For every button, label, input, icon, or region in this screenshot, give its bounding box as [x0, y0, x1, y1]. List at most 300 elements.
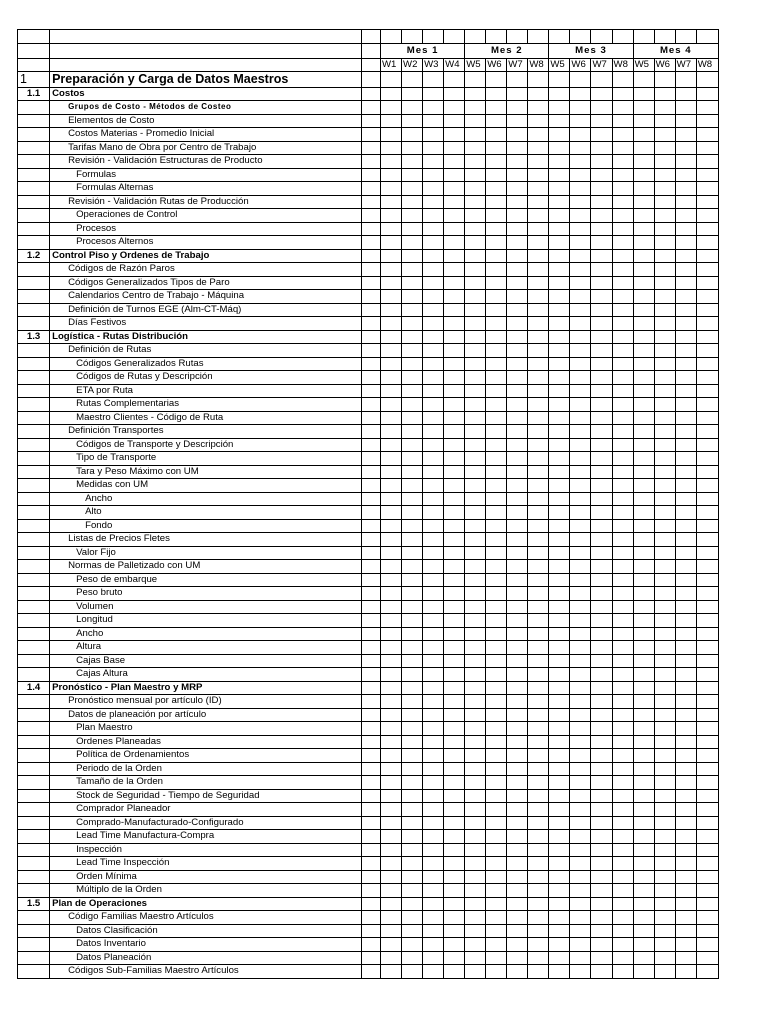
week-cell	[675, 141, 696, 155]
week-cell	[423, 627, 444, 641]
week-cell	[486, 492, 507, 506]
week-cell	[633, 465, 654, 479]
week-cell	[402, 425, 423, 439]
week-cell	[612, 897, 633, 911]
week-cell	[633, 654, 654, 668]
activity-row	[18, 762, 719, 776]
week-cell	[612, 87, 633, 101]
week-cell	[486, 803, 507, 817]
week-cell	[696, 71, 718, 87]
week-cell	[549, 965, 570, 979]
section-number	[18, 749, 50, 763]
activity-label: Plan Maestro	[50, 722, 362, 736]
week-cell	[675, 303, 696, 317]
week-cell	[444, 776, 465, 790]
week-cell	[654, 897, 675, 911]
week-cell	[507, 951, 528, 965]
week-cell	[423, 114, 444, 128]
week-cell	[633, 870, 654, 884]
week-cell	[423, 371, 444, 385]
week-cell	[549, 587, 570, 601]
week-cell	[633, 587, 654, 601]
week-cell	[591, 708, 612, 722]
week-cell	[591, 924, 612, 938]
week-cell	[465, 641, 486, 655]
week-cell	[528, 411, 549, 425]
week-cell	[675, 209, 696, 223]
week-cell	[549, 479, 570, 493]
week-cell	[444, 884, 465, 898]
week-cell	[402, 222, 423, 236]
spacer-cell	[361, 573, 380, 587]
activity-row	[18, 546, 719, 560]
week-cell	[633, 87, 654, 101]
week-cell	[570, 141, 591, 155]
week-cell	[507, 492, 528, 506]
week-cell	[696, 195, 718, 209]
activity-row	[18, 924, 719, 938]
week-cell	[423, 236, 444, 250]
week-cell	[444, 492, 465, 506]
week-cell	[528, 71, 549, 87]
week-cell	[570, 681, 591, 695]
week-cell	[591, 411, 612, 425]
week-cell	[633, 317, 654, 331]
week-cell	[423, 843, 444, 857]
week-cell	[612, 276, 633, 290]
week-cell	[549, 911, 570, 925]
week-cell	[591, 249, 612, 263]
week-cell	[591, 330, 612, 344]
week-cell	[549, 951, 570, 965]
week-cell	[444, 722, 465, 736]
week-cell	[654, 911, 675, 925]
week-cell	[381, 789, 402, 803]
week-cell	[381, 411, 402, 425]
week-cell	[528, 762, 549, 776]
week-cell	[633, 330, 654, 344]
week-cell	[549, 776, 570, 790]
section-number	[18, 492, 50, 506]
week-cell	[402, 803, 423, 817]
week-cell	[570, 155, 591, 169]
week-cell	[633, 884, 654, 898]
week-cell	[633, 71, 654, 87]
section-number	[18, 816, 50, 830]
spacer-cell	[361, 519, 380, 533]
week-cell	[381, 924, 402, 938]
week-cell	[423, 897, 444, 911]
activity-row	[18, 587, 719, 601]
activity-label: Normas de Palletizado con UM	[50, 560, 362, 574]
week-cell	[591, 371, 612, 385]
week-cell	[507, 911, 528, 925]
week-cell	[381, 236, 402, 250]
section-number	[18, 884, 50, 898]
week-cell	[465, 114, 486, 128]
week-cell	[444, 654, 465, 668]
week-cell	[381, 776, 402, 790]
week-cell	[444, 762, 465, 776]
spacer-cell	[361, 168, 380, 182]
spacer-cell	[361, 965, 380, 979]
week-cell	[570, 128, 591, 142]
week-cell	[486, 411, 507, 425]
week-cell	[675, 884, 696, 898]
week-cell	[486, 87, 507, 101]
week-cell	[696, 573, 718, 587]
week-cell	[549, 897, 570, 911]
week-cell	[696, 425, 718, 439]
week-cell	[465, 141, 486, 155]
week-cell	[423, 587, 444, 601]
week-cell	[528, 101, 549, 115]
week-cell	[633, 195, 654, 209]
week-cell	[654, 344, 675, 358]
week-cell	[570, 290, 591, 304]
week-cell	[528, 209, 549, 223]
week-cell	[528, 425, 549, 439]
week-cell	[549, 249, 570, 263]
week-cell	[612, 695, 633, 709]
week-cell	[633, 506, 654, 520]
week-cell	[528, 371, 549, 385]
week-cell	[423, 141, 444, 155]
week-cell	[549, 506, 570, 520]
week-cell	[696, 222, 718, 236]
week-cell	[654, 681, 675, 695]
week-cell	[444, 209, 465, 223]
week-cell	[570, 924, 591, 938]
section-number: 1.5	[18, 897, 50, 911]
activity-row	[18, 722, 719, 736]
week-cell	[507, 762, 528, 776]
week-cell	[402, 465, 423, 479]
spacer-cell	[361, 722, 380, 736]
week-cell	[675, 749, 696, 763]
section-number	[18, 371, 50, 385]
section-number	[18, 411, 50, 425]
week-cell	[402, 884, 423, 898]
week-cell	[654, 492, 675, 506]
week-cell	[654, 533, 675, 547]
activity-label: Datos Inventario	[50, 938, 362, 952]
section-number	[18, 951, 50, 965]
activity-label: Cajas Base	[50, 654, 362, 668]
week-cell	[423, 560, 444, 574]
week-cell	[444, 789, 465, 803]
activity-label: Revisión - Validación Rutas de Producción	[50, 195, 362, 209]
week-cell	[402, 938, 423, 952]
week-cell	[633, 803, 654, 817]
activity-row	[18, 479, 719, 493]
month-3-header: Mes 3	[549, 43, 633, 58]
spacer-cell	[361, 951, 380, 965]
week-cell	[696, 479, 718, 493]
week-cell	[381, 438, 402, 452]
week-cell	[675, 357, 696, 371]
week-cell	[570, 857, 591, 871]
week-cell	[423, 87, 444, 101]
week-cell	[633, 222, 654, 236]
week-cell	[402, 587, 423, 601]
spacer-cell	[361, 870, 380, 884]
week-cell	[444, 101, 465, 115]
week-cell	[570, 884, 591, 898]
activity-label: Lead Time Inspección	[50, 857, 362, 871]
spacer-cell	[361, 681, 380, 695]
activity-row	[18, 411, 719, 425]
activity-label: Tara y Peso Máximo con UM	[50, 465, 362, 479]
week-cell	[423, 344, 444, 358]
week-cell	[381, 965, 402, 979]
week-cell	[528, 789, 549, 803]
week-cell	[486, 330, 507, 344]
week-cell	[402, 762, 423, 776]
activity-row	[18, 101, 719, 115]
week-cell	[612, 816, 633, 830]
week-cell	[654, 587, 675, 601]
week-cell	[570, 506, 591, 520]
week-cell	[486, 938, 507, 952]
week-cell	[486, 857, 507, 871]
week-cell	[486, 722, 507, 736]
week-cell	[465, 695, 486, 709]
week-cell	[423, 492, 444, 506]
week-cell	[486, 452, 507, 466]
week-cell	[507, 249, 528, 263]
week-cell	[444, 479, 465, 493]
week-cell	[696, 182, 718, 196]
week-cell	[675, 168, 696, 182]
week-cell	[591, 749, 612, 763]
week-cell	[570, 965, 591, 979]
week-cell	[402, 398, 423, 412]
week-cell	[612, 452, 633, 466]
week-cell	[612, 938, 633, 952]
week-cell	[696, 209, 718, 223]
week-cell	[381, 398, 402, 412]
activity-label: Stock de Seguridad - Tiempo de Seguridad	[50, 789, 362, 803]
week-cell	[402, 438, 423, 452]
week-cell	[507, 884, 528, 898]
week-cell	[465, 627, 486, 641]
week-cell	[528, 587, 549, 601]
week-cell	[423, 546, 444, 560]
week-cell	[654, 452, 675, 466]
week-cell	[675, 276, 696, 290]
week-cell	[696, 911, 718, 925]
week-cell	[633, 938, 654, 952]
week-cell	[423, 708, 444, 722]
week-cell	[486, 600, 507, 614]
week-cell	[654, 465, 675, 479]
week-cell	[570, 249, 591, 263]
section-number	[18, 276, 50, 290]
activity-row	[18, 303, 719, 317]
week-cell	[549, 222, 570, 236]
week-cell	[465, 128, 486, 142]
week-cell	[465, 762, 486, 776]
spacer-cell	[361, 641, 380, 655]
spacer-cell	[361, 209, 380, 223]
week-cell	[381, 249, 402, 263]
week-cell	[402, 870, 423, 884]
activity-row	[18, 357, 719, 371]
week-cell	[654, 263, 675, 277]
week-cell	[633, 546, 654, 560]
week-cell	[465, 546, 486, 560]
week-cell	[696, 614, 718, 628]
week-cell	[465, 884, 486, 898]
week-cell	[570, 911, 591, 925]
activity-label: Rutas Complementarias	[50, 398, 362, 412]
week-cell	[528, 506, 549, 520]
week-cell	[654, 803, 675, 817]
week-cell	[507, 897, 528, 911]
week-cell	[633, 452, 654, 466]
week-cell	[549, 600, 570, 614]
week-cell	[612, 776, 633, 790]
week-cell	[591, 830, 612, 844]
week-cell	[570, 492, 591, 506]
week-cell	[654, 479, 675, 493]
week-cell	[507, 141, 528, 155]
week-cell	[633, 276, 654, 290]
week-cell	[444, 560, 465, 574]
week-cell	[423, 938, 444, 952]
week-cell	[612, 209, 633, 223]
week-cell	[402, 317, 423, 331]
week-cell	[486, 951, 507, 965]
week-cell	[486, 573, 507, 587]
week-cell	[570, 668, 591, 682]
week-cell	[612, 965, 633, 979]
week-cell	[423, 641, 444, 655]
week-cell	[633, 101, 654, 115]
week-cell	[444, 330, 465, 344]
week-cell	[444, 924, 465, 938]
week-cell	[633, 573, 654, 587]
week-cell	[402, 681, 423, 695]
activity-label: Medidas con UM	[50, 479, 362, 493]
week-cell	[591, 857, 612, 871]
week-cell	[696, 803, 718, 817]
week-cell	[528, 519, 549, 533]
week-cell	[633, 762, 654, 776]
activity-row	[18, 708, 719, 722]
section-number	[18, 843, 50, 857]
week-cell	[612, 357, 633, 371]
activity-row	[18, 749, 719, 763]
week-cell	[402, 344, 423, 358]
section-number	[18, 870, 50, 884]
week-cell	[381, 587, 402, 601]
week-cell	[402, 506, 423, 520]
week-cell	[654, 641, 675, 655]
week-cell	[549, 695, 570, 709]
week-cell	[591, 938, 612, 952]
week-cell	[675, 951, 696, 965]
week-cell	[444, 87, 465, 101]
activity-label: Listas de Precios Fletes	[50, 533, 362, 547]
week-cell	[465, 681, 486, 695]
week-cell	[549, 789, 570, 803]
week-cell	[696, 141, 718, 155]
week-cell	[381, 654, 402, 668]
week-cell	[654, 762, 675, 776]
week-cell	[444, 222, 465, 236]
activity-label: Control Piso y Ordenes de Trabajo	[50, 249, 362, 263]
week-cell	[654, 182, 675, 196]
week-cell	[633, 708, 654, 722]
week-cell	[591, 357, 612, 371]
week-cell	[381, 614, 402, 628]
week-cell	[591, 438, 612, 452]
week-cell	[444, 195, 465, 209]
week-cell	[465, 276, 486, 290]
activity-row	[18, 843, 719, 857]
week-cell	[486, 114, 507, 128]
week-cell	[423, 290, 444, 304]
week-cell	[381, 195, 402, 209]
spacer-cell	[361, 749, 380, 763]
week-cell	[549, 668, 570, 682]
week-cell	[381, 290, 402, 304]
week-cell	[654, 114, 675, 128]
week-cell	[465, 573, 486, 587]
week-cell	[381, 71, 402, 87]
week-cell	[633, 249, 654, 263]
activity-row	[18, 803, 719, 817]
week-cell	[675, 614, 696, 628]
week-cell	[507, 114, 528, 128]
week-cell	[654, 654, 675, 668]
week-cell	[675, 371, 696, 385]
week-cell	[675, 627, 696, 641]
week-cell	[465, 735, 486, 749]
week-cell	[591, 533, 612, 547]
activity-label: Peso bruto	[50, 587, 362, 601]
activity-row	[18, 114, 719, 128]
week-cell	[381, 371, 402, 385]
week-header-cell: W4	[444, 58, 465, 71]
activity-label: Definición de Rutas	[50, 344, 362, 358]
activity-label: Código Familias Maestro Artículos	[50, 911, 362, 925]
week-cell	[675, 533, 696, 547]
week-cell	[507, 182, 528, 196]
section-number	[18, 384, 50, 398]
week-cell	[486, 776, 507, 790]
week-cell	[696, 776, 718, 790]
week-cell	[570, 330, 591, 344]
week-cell	[486, 71, 507, 87]
section-number	[18, 438, 50, 452]
week-cell	[633, 816, 654, 830]
spacer-cell	[361, 438, 380, 452]
activity-row	[18, 654, 719, 668]
week-cell	[591, 560, 612, 574]
week-cell	[696, 317, 718, 331]
week-cell	[528, 182, 549, 196]
week-cell	[444, 911, 465, 925]
week-cell	[591, 465, 612, 479]
section-number	[18, 195, 50, 209]
section-row	[18, 897, 719, 911]
week-cell	[570, 357, 591, 371]
week-cell	[507, 438, 528, 452]
week-cell	[570, 951, 591, 965]
